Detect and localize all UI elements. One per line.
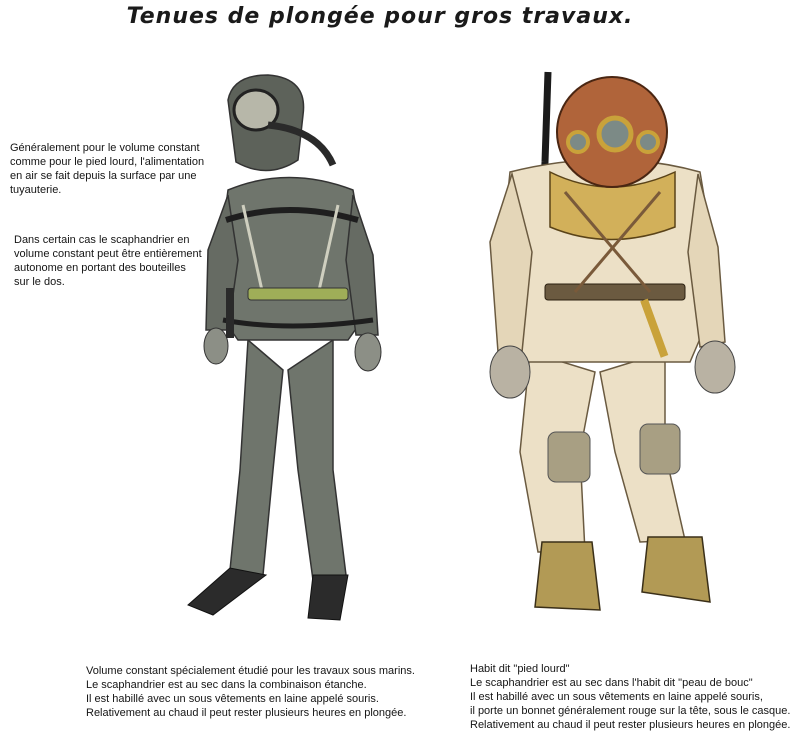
- constant-volume-diver-illustration: [168, 70, 408, 630]
- caption-heavy-foot: [470, 662, 790, 732]
- caption-line: Il est habillé avec un sous vêtements en laine appelé souris,: [470, 691, 763, 703]
- intro-line: en air se fait depuis la surface par une: [10, 170, 197, 182]
- page-title: Tenues de plongée pour gros travaux.: [126, 4, 634, 29]
- intro-line: comme pour le pied lourd, l'alimentation: [10, 156, 205, 168]
- caption-line: Habit dit "pied lourd": [470, 663, 570, 675]
- intro-line: sur le dos.: [14, 276, 65, 288]
- caption-line: Le scaphandrier est au sec dans l'habit dit "peau de bouc": [470, 677, 753, 689]
- caption-constant-volume: [86, 664, 415, 720]
- caption-line: Il est habillé avec un sous vêtements en laine appelé souris.: [86, 693, 379, 705]
- intro-line: Généralement pour le volume constant: [10, 142, 200, 154]
- caption-line: il porte un bonnet généralement rouge sur la tête, sous le casque.: [470, 705, 791, 717]
- caption-line: Relativement au chaud il peut rester plusieurs heures en plongée.: [470, 719, 791, 731]
- heavy-foot-diver-illustration: [470, 62, 760, 622]
- caption-line: Le scaphandrier est au sec dans la combinaison étanche.: [86, 679, 367, 691]
- caption-line: Relativement au chaud il peut rester plusieurs heures en plongée.: [86, 707, 407, 719]
- intro-line: tuyauterie.: [10, 184, 62, 196]
- intro-line: volume constant peut être entièrement: [14, 248, 202, 260]
- intro-line: Dans certain cas le scaphandrier en: [14, 234, 190, 246]
- caption-line: Volume constant spécialement étudié pour les travaux sous marins.: [86, 665, 415, 677]
- intro-line: autonome en portant des bouteilles: [14, 262, 186, 274]
